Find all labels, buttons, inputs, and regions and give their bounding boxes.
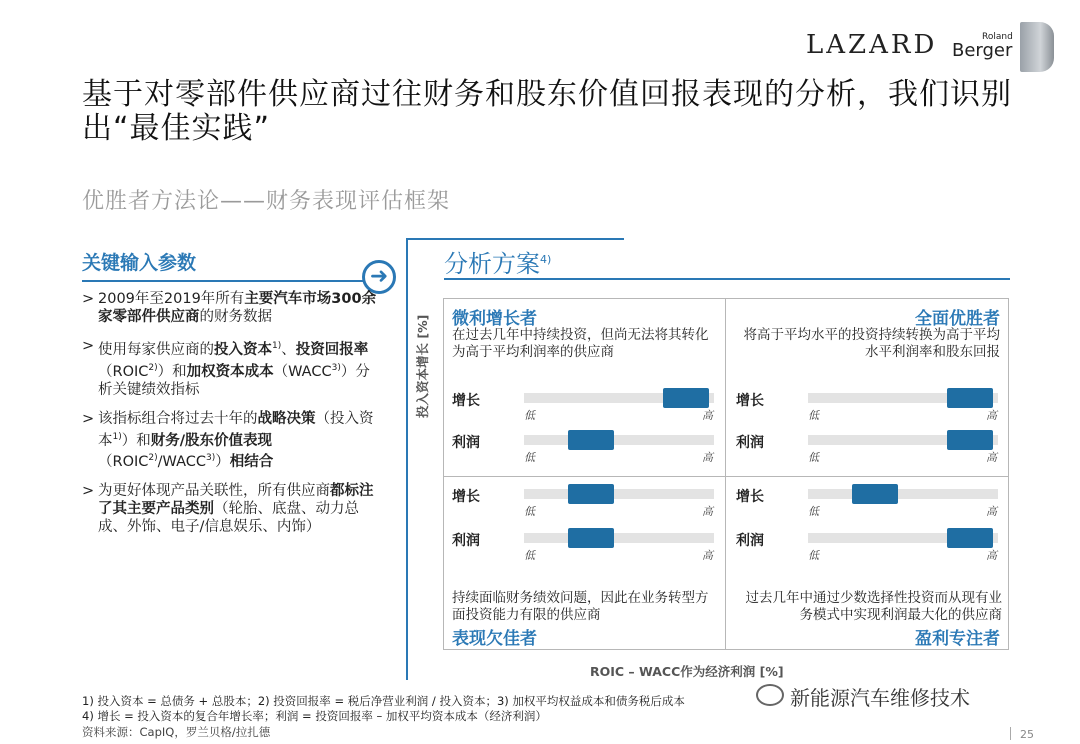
page-number-divider [1010,727,1011,740]
scale-high-label: 高 [702,451,713,464]
indicator-track-bl-growth [524,489,714,499]
scale-low-label: 低 [808,549,819,562]
matrix-divider-vertical [725,298,726,650]
list-item: > 2009年至2019年所有主要汽车市场300余家零部件供应商的财务数据 [82,290,382,326]
indicator-label-profit: 利润 [736,435,764,451]
indicator-label-growth: 增长 [452,393,480,409]
indicator-track-br-growth [808,489,998,499]
source-note: 资料来源：CapIQ，罗兰贝格/拉扎德 [82,725,271,739]
indicator-level-bl-profit [568,528,614,548]
indicator-label-profit: 利润 [452,435,480,451]
page-subtitle: 优胜者方法论——财务表现评估框架 [82,189,451,214]
indicator-level-tl-growth [663,388,709,408]
page-number: 25 [1020,728,1034,741]
scale-low-label: 低 [808,505,819,518]
quadrant-title-tr: 全面优胜者 [915,309,1000,329]
scale-high-label: 高 [986,549,997,562]
analysis-heading-rule [444,278,1010,280]
indicator-level-bl-growth [568,484,614,504]
footnote-1: 1) 投入资本 = 总债务 + 总股本；2) 投资回报率 = 税后净营业利润 / 投入资本；3) 加权平均权益成本和债务税后成本 [82,694,685,708]
page-title: 基于对零部件供应商过往财务和股东价值回报表现的分析，我们识别出“最佳实践” [82,77,1012,146]
scale-high-label: 高 [702,409,713,422]
arrow-right-icon: ➜ [362,260,396,294]
indicator-track-br-profit [808,533,998,543]
quadrant-desc-br: 过去几年中通过少数选择性投资而从现有业务模式中实现利润最大化的供应商 [745,590,1002,623]
list-item: > 该指标组合将过去十年的战略决策（投入资本$^{1)}$）和财务/股东价值表现（ROIC$^{2)}$/WACC$^{3)}$）相结合 [82,410,382,472]
scale-high-label: 高 [702,549,713,562]
section-divider-vertical [406,240,408,680]
scale-high-label: 高 [986,505,997,518]
scale-high-label: 高 [986,409,997,422]
indicator-track-tr-profit [808,435,998,445]
scale-low-label: 低 [524,451,535,464]
indicator-track-tl-profit [524,435,714,445]
quadrant-title-br: 盈利专注者 [915,629,1000,649]
indicator-level-tl-profit [568,430,614,450]
list-item: > 使用每家供应商的投入资本$^{1)}$、投资回报率（ROIC$^{2)}$）和加权资本成本（WACC$^{3)}$）分析关键绩效指标 [82,337,382,399]
matrix-divider-horizontal [443,476,1009,477]
indicator-level-br-profit [947,528,993,548]
scale-low-label: 低 [808,409,819,422]
scale-low-label: 低 [524,505,535,518]
input-parameter-list [82,290,382,547]
scale-low-label: 低 [808,451,819,464]
indicator-track-bl-profit [524,533,714,543]
quadrant-desc-tl: 在过去几年中持续投资，但尚无法将其转化为高于平均利润率的供应商 [452,327,709,360]
scale-low-label: 低 [524,409,535,422]
quadrant-desc-bl: 持续面临财务绩效问题，因此在业务转型方面投资能力有限的供应商 [452,590,709,623]
y-axis-label: 投入资本增长 [%] [415,314,430,418]
indicator-track-tl-growth [524,393,714,403]
wechat-icon [756,684,784,706]
watermark-text: 新能源汽车维修技术 [790,686,970,710]
section-divider-top [406,238,624,240]
lazard-logo: LAZARD [806,30,938,60]
indicator-track-tr-growth [808,393,998,403]
indicator-level-br-growth [852,484,898,504]
x-axis-label: ROIC – WACC作为经济利润 [%] [590,664,784,679]
list-item: > 为更好体现产品关联性，所有供应商都标注了其主要产品类别（轮胎、底盘、动力总成、外饰、电子/信息娱乐、内饰） [82,482,382,536]
indicator-label-growth: 增长 [736,489,764,505]
scale-high-label: 高 [702,505,713,518]
roland-berger-b-icon [1020,22,1054,72]
indicator-label-growth: 增长 [452,489,480,505]
left-heading-rule [82,280,366,282]
indicator-level-tr-growth [947,388,993,408]
indicator-label-growth: 增长 [736,393,764,409]
analysis-heading: 分析方案$^{4)}$ [444,250,552,278]
quadrant-title-bl: 表现欠佳者 [452,629,537,649]
scale-high-label: 高 [986,451,997,464]
scale-low-label: 低 [524,549,535,562]
indicator-level-tr-profit [947,430,993,450]
quadrant-desc-tr: 将高于平均水平的投资持续转换为高于平均水平利润率和股东回报 [743,327,1000,360]
left-heading: 关键输入参数 [82,252,197,274]
footnote-2: 4) 增长 = 投入资本的复合年增长率；利润 = 投资回报率 – 加权平均资本成本（经济利润） [82,709,547,723]
roland-berger-logo-berger: Berger [952,40,1013,61]
quadrant-title-tl: 微利增长者 [452,309,537,329]
roland-berger-logo-roland: Roland [982,32,1013,42]
indicator-label-profit: 利润 [452,533,480,549]
indicator-label-profit: 利润 [736,533,764,549]
